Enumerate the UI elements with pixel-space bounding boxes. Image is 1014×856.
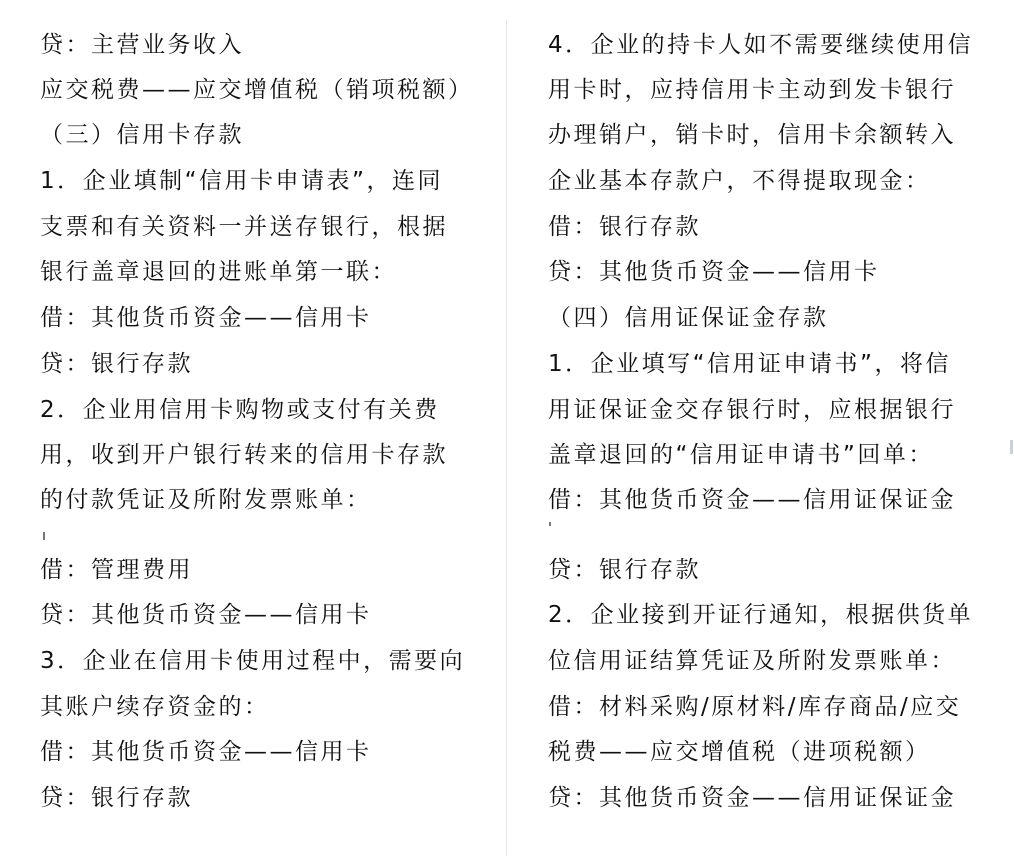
text-line: （四）信用证保证金存款 bbox=[548, 305, 829, 331]
text-line: 银行盖章退回的进账单第一联： bbox=[40, 259, 397, 285]
text-line: 借：材料采购/原材料/库存商品/应交 bbox=[548, 694, 962, 720]
left-column bbox=[40, 0, 500, 856]
text-line: 税费——应交增值税（进项税额） bbox=[548, 739, 931, 765]
text-line: 2．企业用信用卡购物或支付有关费 bbox=[40, 397, 440, 423]
text-line: 用卡时，应持信用卡主动到发卡银行 bbox=[548, 77, 956, 103]
stray-mark bbox=[549, 522, 551, 526]
text-line: 应交税费——应交增值税（销项税额） bbox=[40, 77, 474, 103]
scroll-edge-marker bbox=[1010, 440, 1013, 454]
text-line: 贷：主营业务收入 bbox=[40, 32, 244, 58]
text-line: （三）信用卡存款 bbox=[40, 122, 244, 148]
text-line: 借：银行存款 bbox=[548, 214, 701, 240]
text-line: 借：管理费用 bbox=[40, 557, 193, 583]
text-line: 贷：银行存款 bbox=[40, 785, 193, 811]
text-line: 贷：其他货币资金——信用卡 bbox=[40, 602, 372, 628]
text-line: 贷：银行存款 bbox=[548, 557, 701, 583]
text-line: 贷：银行存款 bbox=[40, 351, 193, 377]
text-line: 4．企业的持卡人如不需要继续使用信 bbox=[548, 32, 974, 58]
text-line: 其账户续存资金的： bbox=[40, 694, 270, 720]
text-line: 2．企业接到开证行通知，根据供货单 bbox=[548, 602, 974, 628]
text-line: 盖章退回的“信用证申请书”回单： bbox=[548, 442, 934, 468]
text-line: 企业基本存款户，不得提取现金： bbox=[548, 168, 931, 194]
text-line: 1．企业填写“信用证申请书”，将信 bbox=[548, 351, 951, 377]
text-line: 贷：其他货币资金——信用证保证金 bbox=[548, 785, 956, 811]
text-line: 借：其他货币资金——信用证保证金 bbox=[548, 487, 956, 513]
text-line: 贷：其他货币资金——信用卡 bbox=[548, 259, 880, 285]
text-line: 用证保证金交存银行时，应根据银行 bbox=[548, 397, 956, 423]
text-line: 3．企业在信用卡使用过程中，需要向 bbox=[40, 648, 466, 674]
text-line: 1．企业填制“信用卡申请表”，连同 bbox=[40, 168, 443, 194]
stray-mark bbox=[43, 532, 45, 540]
column-divider bbox=[506, 20, 507, 856]
right-column bbox=[548, 0, 1008, 856]
text-line: 支票和有关资料一并送存银行，根据 bbox=[40, 214, 448, 240]
text-line: 办理销户，销卡时，信用卡余额转入 bbox=[548, 122, 956, 148]
text-line: 用，收到开户银行转来的信用卡存款 bbox=[40, 442, 448, 468]
text-line: 的付款凭证及所附发票账单： bbox=[40, 487, 372, 513]
text-line: 位信用证结算凭证及所附发票账单： bbox=[548, 648, 956, 674]
text-line: 借：其他货币资金——信用卡 bbox=[40, 739, 372, 765]
text-line: 借：其他货币资金——信用卡 bbox=[40, 305, 372, 331]
